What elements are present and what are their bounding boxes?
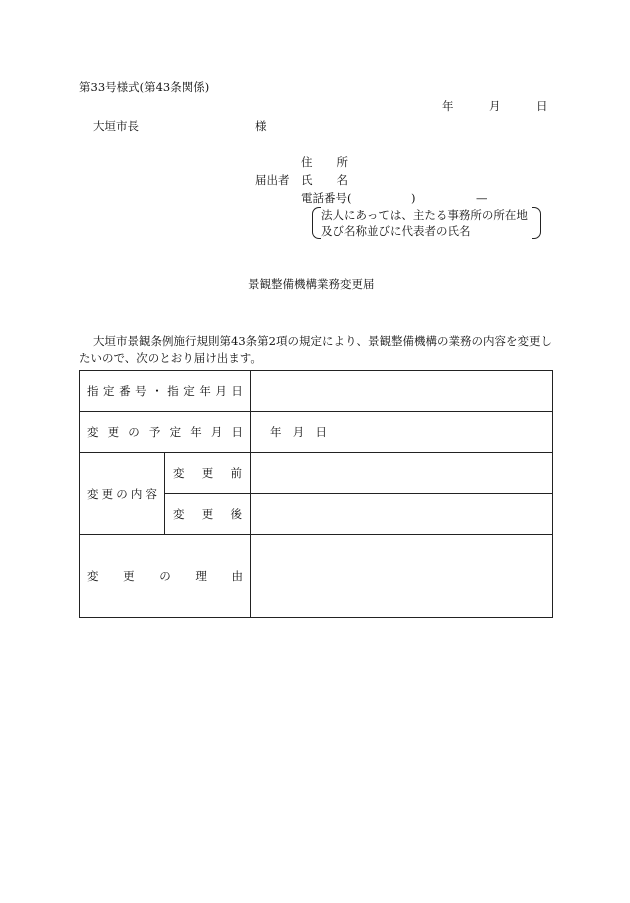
after-change-label: 変 更 後 bbox=[165, 494, 251, 535]
phone-dash: — bbox=[476, 191, 488, 205]
body-text-line1: 大垣市景観条例施行規則第43条第2項の規定により、景観整備機構の業務の内容を変更し bbox=[93, 334, 552, 348]
note-bracket-right bbox=[532, 207, 541, 239]
corporate-note-line2: 及び名称並びに代表者の氏名 bbox=[321, 224, 471, 238]
phone-paren-close: ) bbox=[411, 191, 416, 205]
table-row bbox=[80, 453, 553, 494]
designation-number-date-label: 指 定 番 号 ・ 指 定 年 月 日 bbox=[80, 371, 251, 412]
table-row bbox=[80, 371, 553, 412]
planned-change-date-field[interactable]: 年 月 日 bbox=[251, 412, 553, 453]
form-table bbox=[79, 370, 553, 618]
applicant-section-label: 届出者 bbox=[255, 173, 290, 187]
before-change-field[interactable] bbox=[251, 453, 553, 494]
addressee-name: 大垣市長 bbox=[93, 119, 139, 133]
change-reason-label: 変 更 の 理 由 bbox=[80, 535, 251, 618]
body-text-line2: たいので、次のとおり届け出ます。 bbox=[79, 351, 262, 365]
date-year-label: 年 bbox=[442, 99, 454, 113]
change-reason-field[interactable] bbox=[251, 535, 553, 618]
date-day-label: 日 bbox=[536, 99, 548, 113]
change-content-label: 変 更 の 内 容 bbox=[80, 453, 165, 535]
note-bracket-left bbox=[312, 207, 321, 239]
date-month-label: 月 bbox=[489, 99, 501, 113]
document-title: 景観整備機構業務変更届 bbox=[248, 277, 375, 291]
before-change-label: 変 更 前 bbox=[165, 453, 251, 494]
address-label: 住 所 bbox=[301, 155, 348, 169]
designation-number-date-field[interactable] bbox=[251, 371, 553, 412]
form-number: 第33号様式(第43条関係) bbox=[79, 80, 210, 94]
table-row bbox=[80, 412, 553, 453]
name-label: 氏 名 bbox=[301, 173, 348, 187]
after-change-field[interactable] bbox=[251, 494, 553, 535]
corporate-note-line1: 法人にあっては、主たる事務所の所在地 bbox=[321, 208, 528, 222]
planned-change-date-label: 変 更 の 予 定 年 月 日 bbox=[80, 412, 251, 453]
phone-label: 電話番号( bbox=[301, 191, 352, 205]
table-row bbox=[80, 535, 553, 618]
addressee-honorific: 様 bbox=[255, 119, 267, 133]
